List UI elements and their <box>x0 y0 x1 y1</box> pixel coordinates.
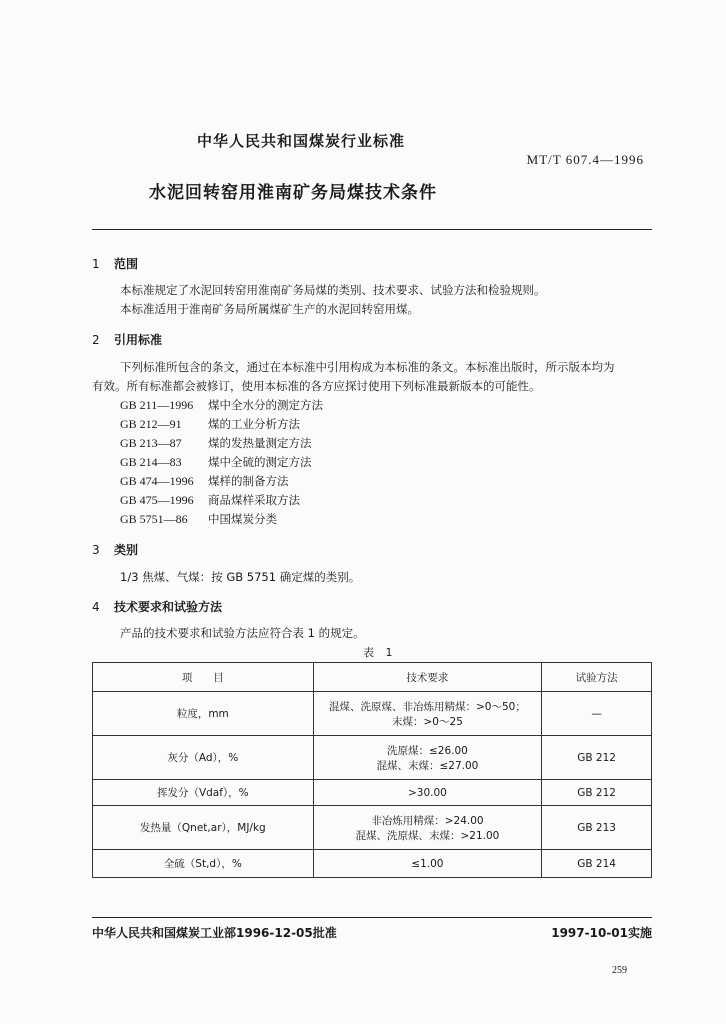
footer-divider <box>92 917 652 918</box>
section-1-title: 范围 <box>114 257 139 271</box>
cell-method: GB 212 <box>542 736 652 780</box>
section-1-para-1: 本标准规定了水泥回转窑用淮南矿务局煤的类别、技术要求、试验方法和检验规则。 <box>120 283 546 297</box>
section-4-heading <box>92 598 222 615</box>
section-1-number: 1 <box>92 257 100 271</box>
implementation-date: 1997-10-01实施 <box>551 926 652 940</box>
page-number: 259 <box>612 965 627 976</box>
req-line: ≤1.00 <box>411 857 444 870</box>
cell-req <box>313 806 542 850</box>
req-line: 混煤、洗原煤、末煤：>21.00 <box>355 829 500 842</box>
section-3-heading <box>92 541 138 558</box>
ref-item <box>120 492 300 508</box>
cell-method: — <box>542 692 652 736</box>
cell-item: 全硫（St,d），% <box>93 850 314 878</box>
section-2-number: 2 <box>92 333 100 347</box>
approval-line: 中华人民共和国煤炭工业部1996-12-05批准 <box>92 926 337 940</box>
section-3-number: 3 <box>92 543 100 557</box>
cell-item: 灰分（Ad），% <box>93 736 314 780</box>
ref-name: 煤样的制备方法 <box>208 474 289 488</box>
cell-req <box>313 692 542 736</box>
cell-item: 粒度，mm <box>93 692 314 736</box>
cell-req <box>313 736 542 780</box>
section-4-number: 4 <box>92 600 100 614</box>
ref-name: 煤中全硫的测定方法 <box>208 455 312 469</box>
ref-code: GB 212—91 <box>120 417 182 431</box>
table-row <box>93 850 652 878</box>
table-row <box>93 780 652 806</box>
ref-code: GB 474—1996 <box>120 474 194 488</box>
ref-code: GB 5751—86 <box>120 512 188 526</box>
req-line: 末煤：>0～25 <box>391 715 463 728</box>
table-header-row <box>93 663 652 692</box>
cell-req <box>313 780 542 806</box>
section-2-para-line-2: 有效。所有标准都会被修订，使用本标准的各方应探讨使用下列标准最新版本的可能性。 <box>92 379 541 393</box>
ref-item <box>120 435 312 451</box>
section-4-para-1: 产品的技术要求和试验方法应符合表 1 的规定。 <box>120 626 365 640</box>
section-2-heading <box>92 331 162 348</box>
ref-item <box>120 416 300 432</box>
ref-item <box>120 473 289 489</box>
col-header-item: 项 目 <box>93 663 314 692</box>
cell-req <box>313 850 542 878</box>
section-3-title: 类别 <box>114 543 139 557</box>
ref-code: GB 213—87 <box>120 436 182 450</box>
cell-item: 发热量（Qnet,ar），MJ/kg <box>93 806 314 850</box>
standard-code: MT/T 607.4—1996 <box>526 152 644 167</box>
ref-name: 商品煤样采取方法 <box>208 493 300 507</box>
table-row <box>93 692 652 736</box>
ref-code: GB 214—83 <box>120 455 182 469</box>
ref-name: 煤的工业分析方法 <box>208 417 300 431</box>
ref-item <box>120 397 323 413</box>
req-line: 混煤、末煤：≤27.00 <box>376 759 479 772</box>
ref-item <box>120 511 277 527</box>
document-title: 水泥回转窑用淮南矿务局煤技术条件 <box>149 183 437 203</box>
section-1-heading <box>92 255 138 272</box>
section-2-para-line-1: 下列标准所包含的条文，通过在本标准中引用构成为本标准的条文。本标准出版时，所示版本均为 <box>120 360 615 374</box>
ref-code: GB 475—1996 <box>120 493 194 507</box>
ref-name: 中国煤炭分类 <box>208 512 277 526</box>
col-header-req: 技术要求 <box>313 663 542 692</box>
cell-method: GB 212 <box>542 780 652 806</box>
col-header-method: 试验方法 <box>542 663 652 692</box>
table-row <box>93 736 652 780</box>
section-1-para-2: 本标准适用于淮南矿务局所属煤矿生产的水泥回转窑用煤。 <box>120 302 419 316</box>
header-divider <box>92 229 652 230</box>
ref-name: 煤的发热量测定方法 <box>208 436 312 450</box>
req-line: >30.00 <box>407 786 447 799</box>
cell-method: GB 214 <box>542 850 652 878</box>
table-caption: 表 1 <box>363 646 397 659</box>
req-line: 非冶炼用精煤：>24.00 <box>371 814 484 827</box>
section-3-para-1: 1/3 焦煤、气煤：按 GB 5751 确定煤的类别。 <box>120 570 361 584</box>
cell-item: 挥发分（Vdaf），% <box>93 780 314 806</box>
document-org: 中华人民共和国煤炭行业标准 <box>197 132 406 150</box>
ref-item <box>120 454 312 470</box>
req-line: 洗原煤：≤26.00 <box>386 744 468 757</box>
section-4-title: 技术要求和试验方法 <box>114 600 223 614</box>
table-row <box>93 806 652 850</box>
cell-method: GB 213 <box>542 806 652 850</box>
ref-name: 煤中全水分的测定方法 <box>208 398 323 412</box>
ref-code: GB 211—1996 <box>120 398 194 412</box>
section-2-title: 引用标准 <box>114 333 163 347</box>
req-line: 混煤、洗原煤、非冶炼用精煤：>0～50； <box>328 700 526 713</box>
spec-table <box>92 662 652 878</box>
